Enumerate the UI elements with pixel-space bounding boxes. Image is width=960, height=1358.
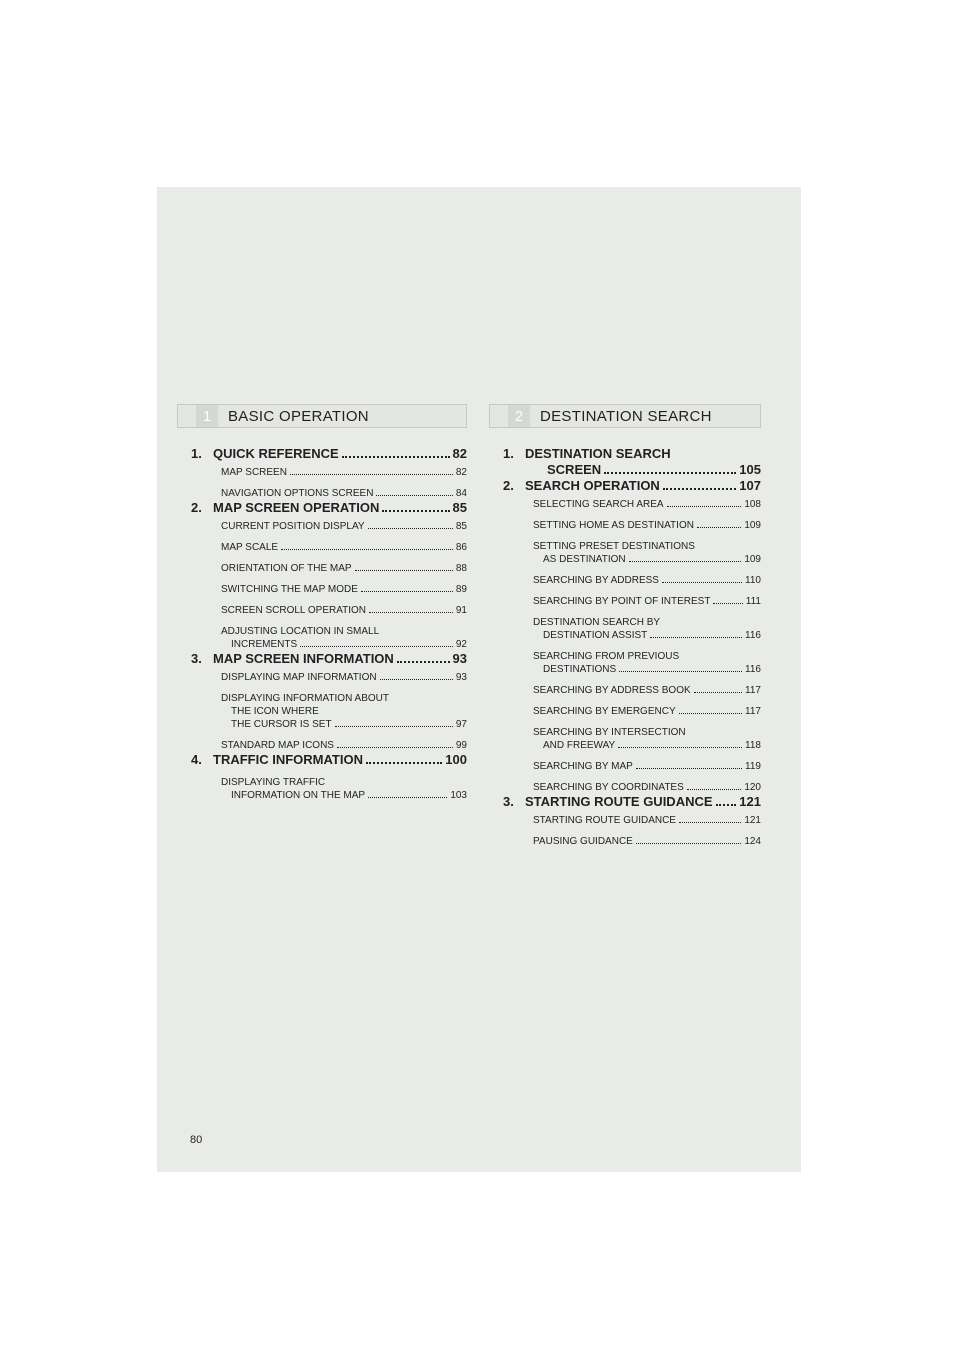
subsection-page: 91 — [455, 605, 467, 616]
chapter-entry[interactable] — [177, 651, 467, 667]
section-destination-search — [489, 404, 761, 848]
chapter-page: 105 — [739, 462, 761, 477]
subsection-entry[interactable] — [221, 466, 467, 479]
subsection-title-line: DESTINATION ASSIST — [543, 630, 648, 641]
subsection-entry[interactable] — [533, 781, 761, 794]
dot-leader — [382, 510, 449, 512]
subsection-title: DISPLAYING MAP INFORMATION — [221, 672, 377, 683]
section-header — [489, 404, 761, 428]
chapter-number: 2. — [191, 500, 202, 515]
subsection-entry[interactable] — [221, 739, 467, 752]
toc-chapter — [177, 651, 467, 752]
subsection-page: 119 — [745, 761, 761, 772]
subsection-title-line: THE CURSOR IS SET — [231, 719, 332, 730]
subsection-entry[interactable] — [221, 520, 467, 533]
dot-leader — [361, 591, 453, 592]
dot-leader — [679, 822, 741, 823]
subsection-title: SEARCHING BY ADDRESS BOOK — [533, 685, 691, 696]
subsection-page: 88 — [455, 563, 467, 574]
section-number-badge: 1 — [196, 405, 218, 427]
subsection-entry[interactable] — [533, 498, 761, 511]
section-basic-operation — [177, 404, 467, 802]
subsection-title: PAUSING GUIDANCE — [533, 836, 633, 847]
subsection-last-line — [533, 739, 761, 752]
chapter-title: TRAFFIC INFORMATION — [213, 752, 363, 767]
dot-leader — [300, 646, 453, 647]
dot-leader — [662, 582, 742, 583]
section-header — [177, 404, 467, 428]
subsection-list — [489, 498, 761, 794]
dot-leader — [380, 679, 453, 680]
dot-leader — [716, 804, 737, 806]
subsection-title-line: DESTINATION SEARCH BY — [533, 617, 661, 628]
subsection-entry[interactable] — [533, 616, 761, 642]
subsection-page: 109 — [744, 554, 761, 565]
subsection-entry[interactable] — [533, 814, 761, 827]
subsection-list — [177, 671, 467, 752]
dot-leader — [636, 768, 742, 769]
subsection-entry[interactable] — [533, 726, 761, 752]
subsection-title: SEARCHING BY COORDINATES — [533, 782, 684, 793]
chapter-entry[interactable] — [177, 752, 467, 768]
subsection-page: 99 — [455, 740, 467, 751]
subsection-page: 89 — [455, 584, 467, 595]
subsection-entry[interactable] — [221, 692, 467, 731]
dot-leader — [368, 528, 453, 529]
subsection-entry[interactable] — [533, 595, 761, 608]
subsection-entry[interactable] — [533, 519, 761, 532]
page-number: 80 — [190, 1134, 203, 1146]
subsection-last-line — [533, 553, 761, 566]
chapter-entry[interactable] — [489, 794, 761, 810]
subsection-entry[interactable] — [533, 705, 761, 718]
dot-leader — [697, 527, 741, 528]
subsection-page: 117 — [745, 706, 761, 717]
subsection-title: SEARCHING BY MAP — [533, 761, 633, 772]
toc-list — [489, 446, 761, 848]
dot-leader — [687, 789, 742, 790]
subsection-page: 121 — [744, 815, 761, 826]
subsection-list — [177, 466, 467, 500]
subsection-title: SEARCHING BY POINT OF INTEREST — [533, 596, 711, 607]
subsection-page: 109 — [744, 520, 761, 531]
chapter-number: 3. — [503, 794, 514, 809]
subsection-page: 108 — [744, 499, 761, 510]
chapter-page: 107 — [739, 478, 761, 493]
chapter-entry[interactable] — [489, 446, 761, 478]
dot-leader — [618, 747, 742, 748]
toc-chapter — [177, 500, 467, 651]
subsection-title: NAVIGATION OPTIONS SCREEN — [221, 488, 374, 499]
chapter-number: 1. — [191, 446, 202, 461]
subsection-last-line — [221, 638, 467, 651]
subsection-entry[interactable] — [221, 671, 467, 684]
subsection-page: 116 — [745, 664, 761, 675]
subsection-page: 111 — [745, 596, 761, 607]
subsection-entry[interactable] — [221, 541, 467, 554]
subsection-title: SWITCHING THE MAP MODE — [221, 584, 358, 595]
subsection-entry[interactable] — [533, 835, 761, 848]
toc-chapter — [177, 752, 467, 802]
subsection-page: 82 — [455, 467, 467, 478]
subsection-title-line: SEARCHING BY INTERSECTION — [533, 727, 686, 738]
dot-leader — [667, 506, 742, 507]
dot-leader — [366, 762, 442, 764]
chapter-entry[interactable] — [177, 446, 467, 462]
subsection-page: 84 — [455, 488, 467, 499]
chapter-title: SEARCH OPERATION — [525, 478, 660, 493]
dot-leader — [342, 456, 450, 458]
subsection-title-line: INCREMENTS — [231, 639, 298, 650]
subsection-page: 93 — [455, 672, 467, 683]
subsection-page: 85 — [455, 521, 467, 532]
dot-leader — [397, 661, 450, 663]
chapter-title: QUICK REFERENCE — [213, 446, 339, 461]
subsection-title: STANDARD MAP ICONS — [221, 740, 334, 751]
subsection-title-line: SEARCHING FROM PREVIOUS — [533, 651, 680, 662]
subsection-last-line — [221, 789, 467, 802]
subsection-title-line: THE ICON WHERE — [231, 706, 319, 717]
subsection-list — [177, 520, 467, 651]
subsection-entry[interactable] — [221, 625, 467, 651]
dot-leader — [376, 495, 452, 496]
subsection-entry[interactable] — [221, 562, 467, 575]
chapter-number: 3. — [191, 651, 202, 666]
dot-leader — [604, 472, 736, 474]
chapter-number: 2. — [503, 478, 514, 493]
subsection-page: 86 — [455, 542, 467, 553]
subsection-title: SEARCHING BY ADDRESS — [533, 575, 659, 586]
subsection-page: 92 — [455, 639, 467, 650]
subsection-title-line: DESTINATIONS — [543, 664, 617, 675]
subsection-title: SELECTING SEARCH AREA — [533, 499, 664, 510]
subsection-title: ORIENTATION OF THE MAP — [221, 563, 352, 574]
subsection-title: SEARCHING BY EMERGENCY — [533, 706, 676, 717]
chapter-title: STARTING ROUTE GUIDANCE — [525, 794, 713, 809]
chapter-page: 100 — [445, 752, 467, 767]
subsection-entry[interactable] — [221, 487, 467, 500]
subsection-last-line — [533, 629, 761, 642]
dot-leader — [629, 561, 742, 562]
dot-leader — [281, 549, 453, 550]
subsection-page: 110 — [745, 575, 761, 586]
dot-leader — [368, 797, 447, 798]
chapter-page: 82 — [452, 446, 467, 461]
chapter-page: 85 — [452, 500, 467, 515]
section-title: BASIC OPERATION — [228, 407, 369, 425]
subsection-title-line: ADJUSTING LOCATION IN SMALL — [221, 626, 380, 637]
dot-leader — [369, 612, 453, 613]
chapter-page: 93 — [452, 651, 467, 666]
subsection-page: 97 — [455, 719, 467, 730]
dot-leader — [713, 603, 742, 604]
subsection-page: 117 — [745, 685, 761, 696]
dot-leader — [636, 843, 741, 844]
chapter-entry[interactable] — [177, 500, 467, 516]
toc-list — [177, 446, 467, 802]
chapter-page: 121 — [739, 794, 761, 809]
subsection-title: CURRENT POSITION DISPLAY — [221, 521, 365, 532]
subsection-page: 124 — [744, 836, 761, 847]
subsection-entry[interactable] — [221, 776, 467, 802]
chapter-number: 1. — [503, 446, 514, 461]
section-title: DESTINATION SEARCH — [540, 407, 712, 425]
subsection-title: SCREEN SCROLL OPERATION — [221, 605, 367, 616]
subsection-title: MAP SCREEN — [221, 467, 287, 478]
subsection-title-line: SETTING PRESET DESTINATIONS — [533, 541, 695, 552]
subsection-title-line: AND FREEWAY — [543, 740, 616, 751]
dot-leader — [355, 570, 453, 571]
subsection-entry[interactable] — [533, 574, 761, 587]
dot-leader — [290, 474, 453, 475]
subsection-title-line: INFORMATION ON THE MAP — [231, 790, 366, 801]
subsection-title: STARTING ROUTE GUIDANCE — [533, 815, 676, 826]
dot-leader — [663, 488, 736, 490]
toc-chapter — [177, 446, 467, 500]
subsection-list — [177, 776, 467, 802]
section-number-badge: 2 — [508, 405, 530, 427]
subsection-entry[interactable] — [221, 583, 467, 596]
chapter-number: 4. — [191, 752, 202, 767]
dot-leader — [650, 637, 742, 638]
subsection-title-line: AS DESTINATION — [543, 554, 626, 565]
subsection-entry[interactable] — [533, 760, 761, 773]
subsection-page: 120 — [744, 782, 761, 793]
dot-leader — [619, 671, 742, 672]
subsection-entry[interactable] — [533, 540, 761, 566]
subsection-list — [489, 814, 761, 848]
dot-leader — [335, 726, 453, 727]
subsection-page: 116 — [745, 630, 761, 641]
dot-leader — [694, 692, 742, 693]
subsection-title-line: DISPLAYING INFORMATION ABOUT — [221, 693, 389, 704]
chapter-title-line: SCREEN — [547, 462, 602, 477]
subsection-title-line: DISPLAYING TRAFFIC — [221, 777, 326, 788]
subsection-page: 118 — [745, 740, 761, 751]
chapter-title: DESTINATION SEARCH — [525, 446, 671, 461]
dot-leader — [337, 747, 453, 748]
chapter-title: MAP SCREEN INFORMATION — [213, 651, 394, 666]
toc-chapter — [489, 446, 761, 478]
subsection-last-line — [221, 718, 467, 731]
subsection-title: MAP SCALE — [221, 542, 279, 553]
subsection-page: 103 — [450, 790, 467, 801]
subsection-last-line — [533, 663, 761, 676]
subsection-entry[interactable] — [533, 650, 761, 676]
chapter-title: MAP SCREEN OPERATION — [213, 500, 380, 515]
dot-leader — [679, 713, 742, 714]
subsection-title: SETTING HOME AS DESTINATION — [533, 520, 694, 531]
toc-chapter — [489, 794, 761, 848]
subsection-entry[interactable] — [221, 604, 467, 617]
subsection-entry[interactable] — [533, 684, 761, 697]
toc-chapter — [489, 478, 761, 794]
chapter-entry[interactable] — [489, 478, 761, 494]
